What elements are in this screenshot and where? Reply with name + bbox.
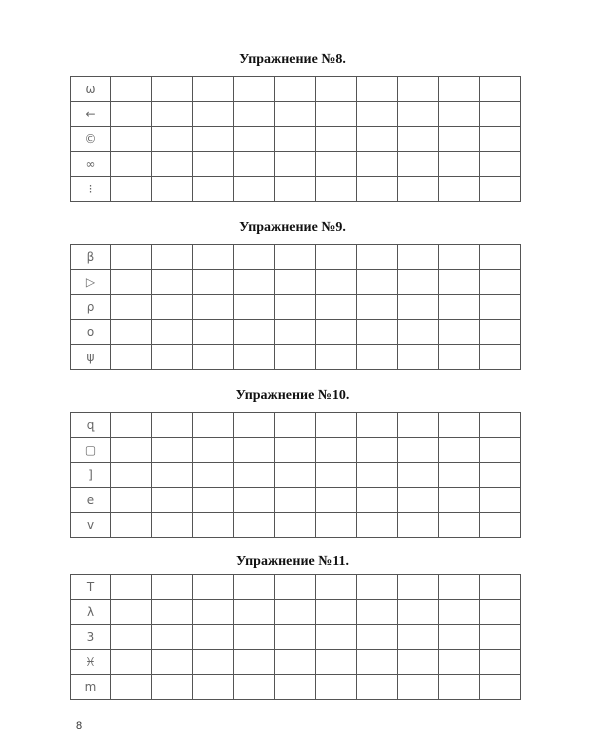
grid-row xyxy=(71,650,521,675)
practice-cell xyxy=(275,102,316,127)
practice-cell xyxy=(234,177,275,202)
practice-cell xyxy=(234,575,275,600)
practice-cell xyxy=(439,413,480,438)
practice-cell xyxy=(439,345,480,370)
practice-cell xyxy=(316,320,357,345)
practice-cell xyxy=(316,127,357,152)
practice-cell xyxy=(193,600,234,625)
practice-cell xyxy=(152,152,193,177)
practice-cell xyxy=(152,463,193,488)
practice-cell xyxy=(316,513,357,538)
practice-cell xyxy=(234,463,275,488)
practice-cell xyxy=(398,270,439,295)
practice-cell xyxy=(152,295,193,320)
row-symbol: © xyxy=(71,127,111,152)
practice-cell xyxy=(111,152,152,177)
practice-cell xyxy=(152,320,193,345)
practice-cell xyxy=(152,77,193,102)
practice-cell xyxy=(480,152,521,177)
practice-cell xyxy=(357,600,398,625)
practice-cell xyxy=(234,77,275,102)
practice-cell xyxy=(275,575,316,600)
grid-row xyxy=(71,245,521,270)
exercise-title: Упражнение №11. xyxy=(235,554,350,569)
practice-cell xyxy=(275,463,316,488)
practice-cell xyxy=(275,513,316,538)
practice-cell xyxy=(234,245,275,270)
practice-cell xyxy=(193,295,234,320)
practice-cell xyxy=(357,127,398,152)
grid-row xyxy=(71,513,521,538)
practice-cell xyxy=(234,488,275,513)
grid-row xyxy=(71,625,521,650)
practice-cell xyxy=(152,102,193,127)
practice-cell xyxy=(439,625,480,650)
exercise-title: Упражнение №8. xyxy=(239,52,346,67)
practice-cell xyxy=(357,625,398,650)
practice-cell xyxy=(316,245,357,270)
row-symbol: ▷ xyxy=(71,270,111,295)
practice-cell xyxy=(398,625,439,650)
practice-cell xyxy=(275,152,316,177)
grid-row xyxy=(71,320,521,345)
row-symbol: ← xyxy=(71,102,111,127)
practice-cell xyxy=(234,102,275,127)
practice-cell xyxy=(193,152,234,177)
practice-cell xyxy=(152,488,193,513)
practice-cell xyxy=(316,438,357,463)
exercise-title: Упражнение №10. xyxy=(235,388,350,403)
practice-cell xyxy=(316,270,357,295)
practice-cell xyxy=(480,650,521,675)
practice-cell xyxy=(357,575,398,600)
practice-cell xyxy=(111,488,152,513)
practice-cell xyxy=(398,320,439,345)
practice-cell xyxy=(357,650,398,675)
practice-cell xyxy=(193,513,234,538)
practice-cell xyxy=(275,295,316,320)
grid-row xyxy=(71,152,521,177)
practice-cell xyxy=(111,575,152,600)
practice-cell xyxy=(152,650,193,675)
practice-cell xyxy=(234,438,275,463)
practice-cell xyxy=(480,575,521,600)
practice-cell xyxy=(111,625,152,650)
practice-cell xyxy=(234,345,275,370)
practice-cell xyxy=(480,102,521,127)
practice-cell xyxy=(357,245,398,270)
practice-cell xyxy=(316,575,357,600)
practice-cell xyxy=(316,600,357,625)
practice-cell xyxy=(398,650,439,675)
practice-cell xyxy=(193,320,234,345)
grid-row xyxy=(71,345,521,370)
practice-cell xyxy=(275,345,316,370)
practice-cell xyxy=(439,513,480,538)
practice-cell xyxy=(316,295,357,320)
practice-cell xyxy=(357,295,398,320)
practice-cell xyxy=(193,345,234,370)
practice-cell xyxy=(439,575,480,600)
practice-cell xyxy=(316,650,357,675)
practice-cell xyxy=(398,438,439,463)
practice-grid xyxy=(70,412,521,538)
practice-cell xyxy=(439,295,480,320)
practice-cell xyxy=(234,625,275,650)
practice-cell xyxy=(275,438,316,463)
practice-cell xyxy=(439,245,480,270)
practice-cell xyxy=(275,77,316,102)
practice-cell xyxy=(439,152,480,177)
practice-cell xyxy=(111,102,152,127)
practice-cell xyxy=(152,513,193,538)
practice-cell xyxy=(111,295,152,320)
practice-cell xyxy=(152,245,193,270)
practice-cell xyxy=(152,127,193,152)
practice-cell xyxy=(357,463,398,488)
row-symbol: o xyxy=(71,320,111,345)
practice-cell xyxy=(316,345,357,370)
practice-cell xyxy=(193,675,234,700)
practice-cell xyxy=(111,463,152,488)
practice-cell xyxy=(111,600,152,625)
practice-cell xyxy=(275,245,316,270)
practice-cell xyxy=(439,320,480,345)
practice-cell xyxy=(439,675,480,700)
practice-grid xyxy=(70,244,521,370)
practice-cell xyxy=(439,600,480,625)
practice-cell xyxy=(111,438,152,463)
practice-cell xyxy=(193,625,234,650)
practice-cell xyxy=(234,600,275,625)
practice-grid xyxy=(70,574,521,700)
practice-cell xyxy=(275,650,316,675)
grid-row xyxy=(71,463,521,488)
grid-row xyxy=(71,295,521,320)
practice-cell xyxy=(480,77,521,102)
practice-cell xyxy=(193,102,234,127)
practice-cell xyxy=(398,575,439,600)
practice-cell xyxy=(152,270,193,295)
practice-cell xyxy=(480,413,521,438)
grid-row xyxy=(71,270,521,295)
practice-cell xyxy=(316,77,357,102)
practice-cell xyxy=(111,177,152,202)
practice-cell xyxy=(439,77,480,102)
practice-cell xyxy=(480,245,521,270)
grid-row xyxy=(71,488,521,513)
practice-cell xyxy=(275,127,316,152)
practice-cell xyxy=(111,127,152,152)
practice-cell xyxy=(480,513,521,538)
practice-cell xyxy=(439,270,480,295)
practice-cell xyxy=(398,488,439,513)
practice-cell xyxy=(234,413,275,438)
row-symbol: m xyxy=(71,675,111,700)
practice-cell xyxy=(398,102,439,127)
practice-cell xyxy=(193,413,234,438)
practice-cell xyxy=(152,413,193,438)
practice-cell xyxy=(193,650,234,675)
practice-cell xyxy=(111,675,152,700)
practice-cell xyxy=(275,675,316,700)
practice-cell xyxy=(357,77,398,102)
practice-cell xyxy=(480,600,521,625)
grid-row xyxy=(71,102,521,127)
grid-row xyxy=(71,77,521,102)
grid-row xyxy=(71,600,521,625)
practice-cell xyxy=(398,177,439,202)
practice-cell xyxy=(111,270,152,295)
practice-cell xyxy=(152,177,193,202)
practice-cell xyxy=(357,513,398,538)
practice-cell xyxy=(275,413,316,438)
practice-cell xyxy=(316,625,357,650)
row-symbol: β xyxy=(71,245,111,270)
practice-cell xyxy=(152,625,193,650)
practice-cell xyxy=(439,127,480,152)
grid-row xyxy=(71,413,521,438)
practice-cell xyxy=(439,438,480,463)
practice-cell xyxy=(275,270,316,295)
practice-cell xyxy=(316,488,357,513)
row-symbol: զ xyxy=(71,413,111,438)
practice-cell xyxy=(234,513,275,538)
practice-cell xyxy=(357,152,398,177)
practice-cell xyxy=(439,177,480,202)
practice-cell xyxy=(234,152,275,177)
practice-cell xyxy=(316,463,357,488)
practice-cell xyxy=(111,413,152,438)
practice-cell xyxy=(316,177,357,202)
practice-cell xyxy=(275,488,316,513)
practice-cell xyxy=(439,488,480,513)
grid-row xyxy=(71,438,521,463)
practice-cell xyxy=(316,152,357,177)
practice-grid xyxy=(70,76,521,202)
practice-cell xyxy=(152,675,193,700)
practice-cell xyxy=(111,345,152,370)
practice-cell xyxy=(357,345,398,370)
row-symbol: v xyxy=(71,513,111,538)
grid-row xyxy=(71,127,521,152)
practice-cell xyxy=(234,270,275,295)
practice-cell xyxy=(193,177,234,202)
practice-cell xyxy=(398,600,439,625)
practice-cell xyxy=(480,127,521,152)
practice-cell xyxy=(480,488,521,513)
practice-cell xyxy=(275,600,316,625)
practice-cell xyxy=(357,413,398,438)
row-symbol: 3 xyxy=(71,625,111,650)
practice-cell xyxy=(193,270,234,295)
practice-cell xyxy=(275,177,316,202)
practice-cell xyxy=(439,650,480,675)
practice-cell xyxy=(357,270,398,295)
exercise-title: Упражнение №9. xyxy=(239,220,346,235)
practice-cell xyxy=(357,177,398,202)
practice-cell xyxy=(398,413,439,438)
practice-cell xyxy=(398,513,439,538)
practice-cell xyxy=(480,463,521,488)
grid-row xyxy=(71,177,521,202)
practice-cell xyxy=(275,625,316,650)
practice-cell xyxy=(398,152,439,177)
row-symbol: ▢ xyxy=(71,438,111,463)
practice-cell xyxy=(357,320,398,345)
practice-cell xyxy=(480,295,521,320)
practice-cell xyxy=(111,650,152,675)
practice-cell xyxy=(111,320,152,345)
practice-cell xyxy=(111,245,152,270)
row-symbol: ∞ xyxy=(71,152,111,177)
practice-cell xyxy=(193,463,234,488)
practice-cell xyxy=(234,295,275,320)
row-symbol: ρ xyxy=(71,295,111,320)
practice-cell xyxy=(480,270,521,295)
practice-cell xyxy=(357,102,398,127)
practice-cell xyxy=(480,320,521,345)
practice-cell xyxy=(357,438,398,463)
row-symbol: λ xyxy=(71,600,111,625)
practice-cell xyxy=(193,127,234,152)
practice-cell xyxy=(398,345,439,370)
practice-cell xyxy=(398,127,439,152)
practice-cell xyxy=(480,625,521,650)
practice-cell xyxy=(480,438,521,463)
practice-cell xyxy=(398,295,439,320)
practice-cell xyxy=(398,77,439,102)
row-symbol: ψ xyxy=(71,345,111,370)
practice-cell xyxy=(152,345,193,370)
grid-row xyxy=(71,675,521,700)
practice-cell xyxy=(275,320,316,345)
practice-cell xyxy=(316,102,357,127)
page-number: 8 xyxy=(76,720,83,732)
practice-cell xyxy=(152,438,193,463)
practice-cell xyxy=(234,650,275,675)
practice-cell xyxy=(316,675,357,700)
practice-cell xyxy=(111,77,152,102)
practice-cell xyxy=(152,575,193,600)
practice-cell xyxy=(316,413,357,438)
practice-cell xyxy=(439,102,480,127)
practice-cell xyxy=(398,245,439,270)
practice-cell xyxy=(234,320,275,345)
practice-cell xyxy=(480,345,521,370)
practice-cell xyxy=(193,77,234,102)
practice-cell xyxy=(193,575,234,600)
practice-cell xyxy=(398,675,439,700)
practice-cell xyxy=(193,438,234,463)
practice-cell xyxy=(111,513,152,538)
practice-cell xyxy=(398,463,439,488)
practice-cell xyxy=(357,488,398,513)
practice-cell xyxy=(193,488,234,513)
practice-cell xyxy=(480,177,521,202)
practice-cell xyxy=(193,245,234,270)
row-symbol: ⁝ xyxy=(71,177,111,202)
row-symbol: ♓ xyxy=(71,650,111,675)
grid-row xyxy=(71,575,521,600)
row-symbol: e xyxy=(71,488,111,513)
practice-cell xyxy=(234,675,275,700)
row-symbol: T xyxy=(71,575,111,600)
practice-cell xyxy=(439,463,480,488)
practice-cell xyxy=(480,675,521,700)
practice-cell xyxy=(234,127,275,152)
practice-cell xyxy=(152,600,193,625)
row-symbol: ] xyxy=(71,463,111,488)
practice-cell xyxy=(357,675,398,700)
row-symbol: ω xyxy=(71,77,111,102)
